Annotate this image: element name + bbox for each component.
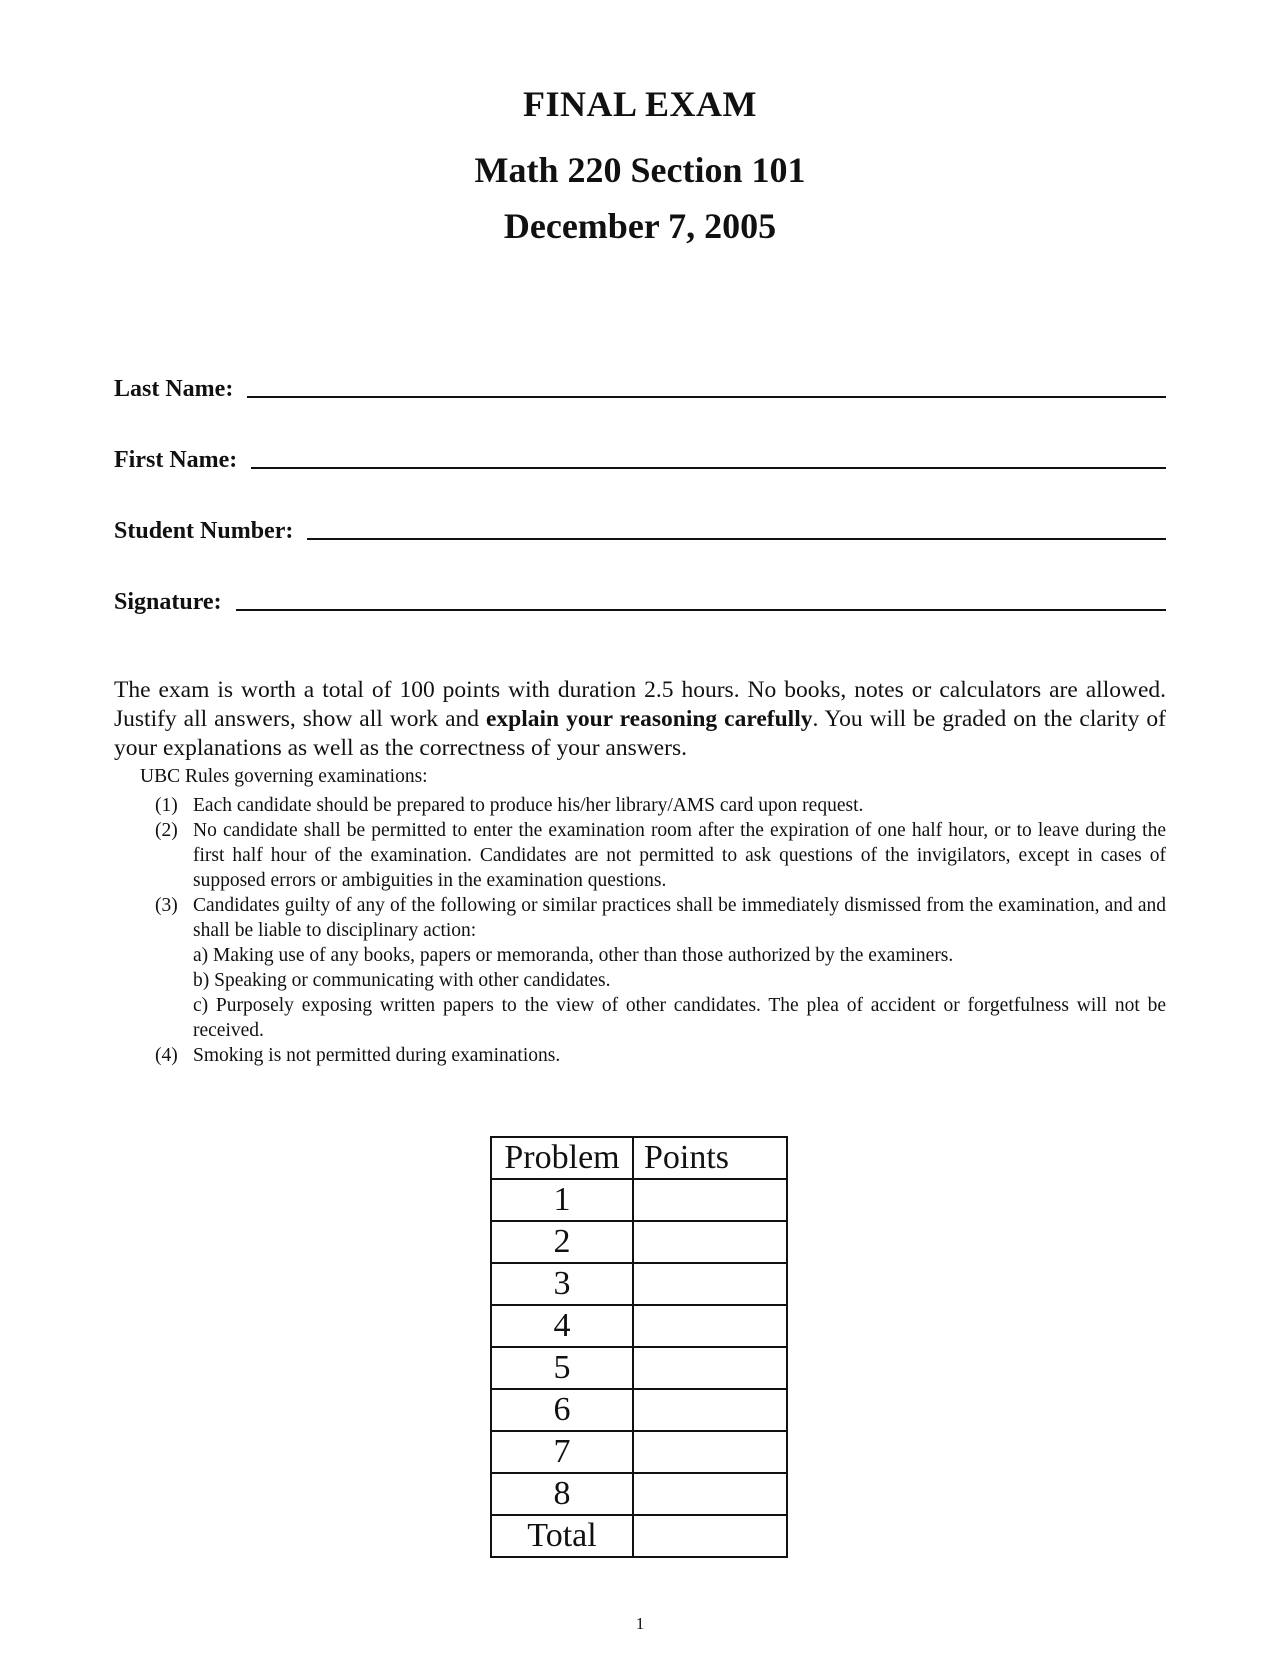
problem-column-header: Problem xyxy=(491,1137,633,1179)
problem-cell: 5 xyxy=(491,1347,633,1389)
points-cell[interactable] xyxy=(633,1347,787,1389)
first-name-field[interactable] xyxy=(114,445,1166,475)
instructions-text-2: . You will be graded on the clarity of your explanations as well as the correctness of your answers. xyxy=(114,706,1166,761)
exam-title-block xyxy=(0,78,1280,252)
table-row xyxy=(491,1347,787,1389)
rule-number: (3) xyxy=(155,895,178,916)
rule-text: No candidate shall be permitted to enter the examination room after the expiration of one half hour, or to leave during the first half hour of the examination. Candidates are not permitted to ask questions of the invigilators, except in cases of supposed errors or ambiguities in the examination questions. xyxy=(193,820,1166,891)
score-table-header-row xyxy=(491,1137,787,1179)
points-cell[interactable] xyxy=(633,1221,787,1263)
problem-cell: 2 xyxy=(491,1221,633,1263)
rule-text: Candidates guilty of any of the following or similar practices shall be immediately dismissed from the examination, and and shall be liable to disciplinary action: xyxy=(193,895,1166,941)
rule-number: (2) xyxy=(155,820,178,841)
rule-subitem: a) Making use of any books, papers or memoranda, other than those authorized by the examiners. xyxy=(193,945,954,966)
rule-item xyxy=(140,818,1166,893)
problem-cell: 3 xyxy=(491,1263,633,1305)
total-points-cell[interactable] xyxy=(633,1515,787,1557)
course-name: Math 220 Section 101 xyxy=(474,150,806,190)
student-number-label: Student Number: xyxy=(114,518,294,544)
student-number-line[interactable] xyxy=(307,538,1166,540)
rule-subitem: c) Purposely exposing written papers to the view of other candidates. The plea of accident or forgetfulness will not be received. xyxy=(193,995,1166,1041)
rule-item xyxy=(140,793,1166,818)
exam-title: FINAL EXAM xyxy=(522,84,757,124)
signature-label: Signature: xyxy=(114,589,222,615)
signature-line[interactable] xyxy=(236,609,1166,611)
points-cell[interactable] xyxy=(633,1431,787,1473)
instructions-text-1: The exam is worth a total of 100 points with duration 2.5 hours. No books, notes or calculators are allowed. Justify all answers, show all work and xyxy=(114,677,1166,732)
rule-number: (4) xyxy=(155,1045,178,1066)
table-row xyxy=(491,1515,787,1557)
last-name-line[interactable] xyxy=(247,396,1166,398)
problem-cell: 1 xyxy=(491,1179,633,1221)
rule-item xyxy=(140,1043,1166,1068)
table-row xyxy=(491,1389,787,1431)
problem-cell: 7 xyxy=(491,1431,633,1473)
rule-text: Each candidate should be prepared to produce his/her library/AMS card upon request. xyxy=(193,795,864,816)
points-column-header: Points xyxy=(633,1137,787,1179)
points-cell[interactable] xyxy=(633,1305,787,1347)
rule-item xyxy=(140,893,1166,1043)
table-row xyxy=(491,1431,787,1473)
last-name-field[interactable] xyxy=(114,374,1166,404)
rules-heading: UBC Rules governing examinations: xyxy=(140,766,428,787)
points-cell[interactable] xyxy=(633,1389,787,1431)
total-cell: Total xyxy=(491,1515,633,1557)
exam-instructions xyxy=(114,676,1166,763)
exam-date: December 7, 2005 xyxy=(503,206,777,246)
rules-list xyxy=(140,793,1166,1068)
score-table xyxy=(490,1136,788,1558)
points-cell[interactable] xyxy=(633,1473,787,1515)
page-number: 1 xyxy=(635,1614,645,1633)
instructions-emphasis: explain your reasoning carefully xyxy=(485,706,813,732)
student-number-field[interactable] xyxy=(114,516,1166,546)
table-row xyxy=(491,1263,787,1305)
rule-number: (1) xyxy=(155,795,178,816)
table-row xyxy=(491,1305,787,1347)
problem-cell: 4 xyxy=(491,1305,633,1347)
points-cell[interactable] xyxy=(633,1179,787,1221)
table-row xyxy=(491,1179,787,1221)
table-row xyxy=(491,1473,787,1515)
first-name-label: First Name: xyxy=(114,447,238,473)
signature-field[interactable] xyxy=(114,587,1166,617)
table-row xyxy=(491,1221,787,1263)
rule-text: Smoking is not permitted during examinations. xyxy=(193,1045,561,1066)
problem-cell: 6 xyxy=(491,1389,633,1431)
exam-rules xyxy=(140,764,1166,1068)
problem-cell: 8 xyxy=(491,1473,633,1515)
first-name-line[interactable] xyxy=(251,467,1166,469)
rule-subitem: b) Speaking or communicating with other candidates. xyxy=(193,970,611,991)
points-cell[interactable] xyxy=(633,1263,787,1305)
last-name-label: Last Name: xyxy=(114,376,234,402)
